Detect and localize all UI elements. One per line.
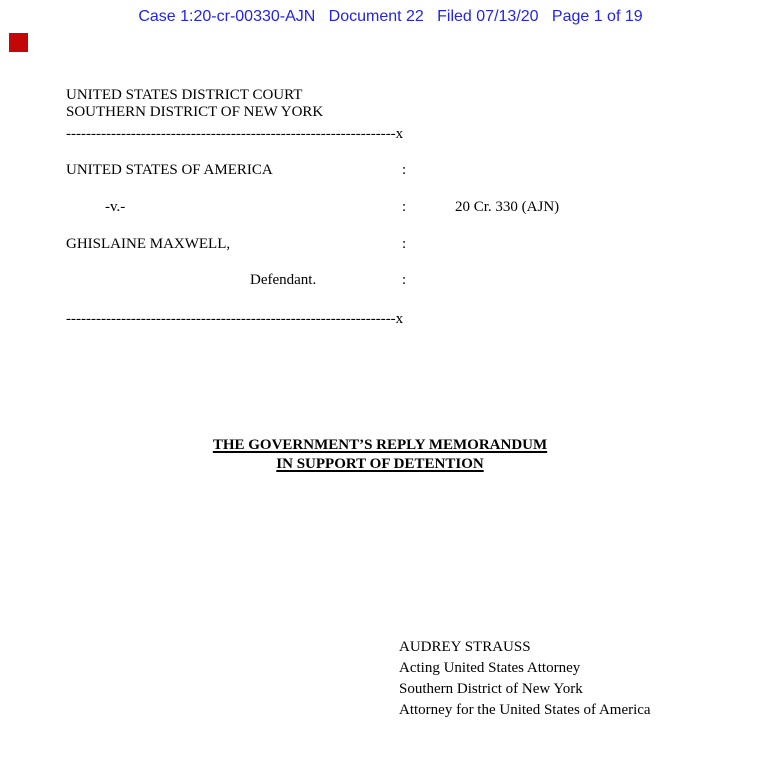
document-title [0, 436, 760, 473]
pacer-stamp-header: Case 1:20-cr-00330-AJN Document 22 Filed 07/13/20 Page 1 of 19 [138, 8, 643, 25]
caption-colon-3: : [402, 236, 407, 252]
attorney-name: AUDREY STRAUSS [399, 639, 531, 655]
caption-colon-1: : [402, 162, 407, 178]
document-title-line2: IN SUPPORT OF DETENTION [276, 455, 484, 472]
attorney-district: Southern District of New York [399, 681, 583, 697]
plaintiff-name: UNITED STATES OF AMERICA [66, 162, 273, 178]
attorney-title: Acting United States Attorney [399, 660, 581, 676]
court-name: UNITED STATES DISTRICT COURT [66, 87, 303, 103]
attorney-for-line: Attorney for the United States of America [399, 702, 651, 718]
red-click-marker [9, 33, 28, 52]
caption-divider-bottom: ------------------------------------------------------------------x [66, 311, 404, 327]
defendant-label: Defendant. [250, 272, 317, 288]
caption-colon-4: : [402, 272, 407, 288]
case-number: 20 Cr. 330 (AJN) [455, 199, 560, 215]
document-title-line1: THE GOVERNMENT’S REPLY MEMORANDUM [212, 437, 548, 453]
court-district: SOUTHERN DISTRICT OF NEW YORK [66, 104, 324, 120]
defendant-name: GHISLAINE MAXWELL, [66, 236, 231, 252]
caption-divider-top: ------------------------------------------------------------------x [66, 126, 404, 142]
versus-label: -v.- [105, 199, 126, 215]
signature-block [399, 637, 651, 721]
caption-colon-2: : [402, 199, 407, 215]
